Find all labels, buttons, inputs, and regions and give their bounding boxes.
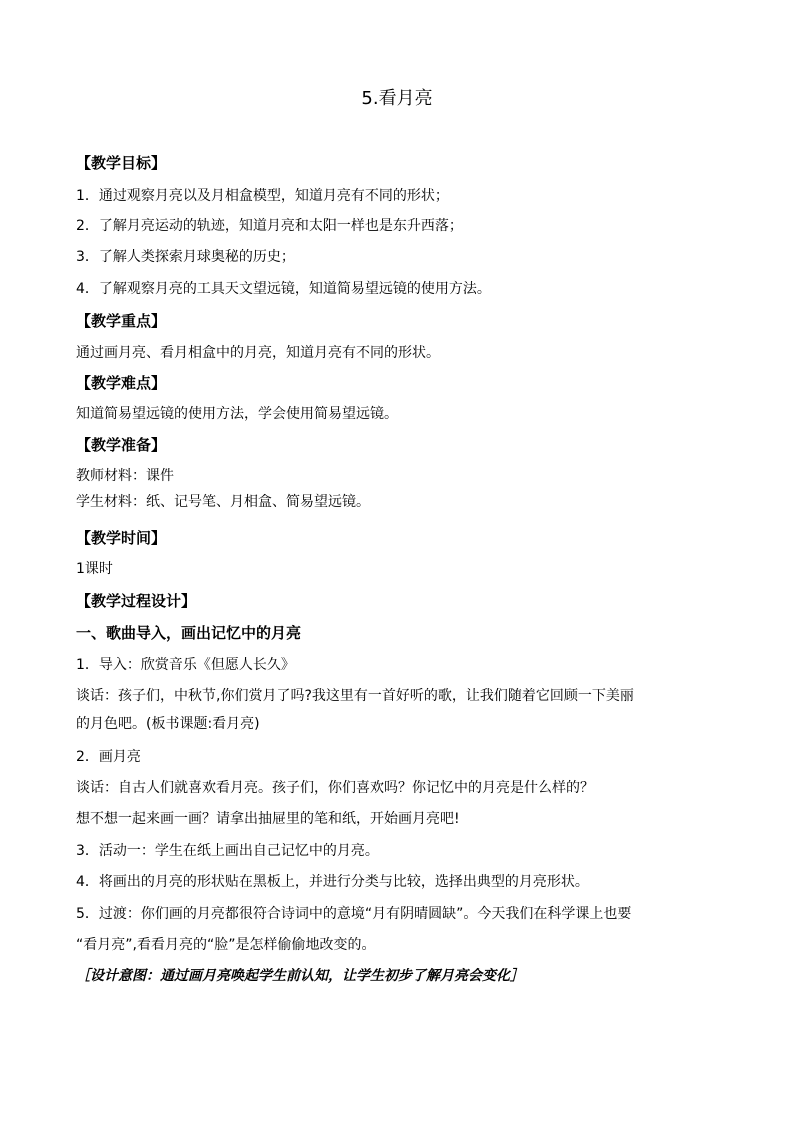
- section-title: 一、歌曲导入，画出记忆中的月亮: [76, 624, 302, 642]
- process-line: 想不想一起来画一画？请拿出抽屉里的笔和纸，开始画月亮吧!: [76, 811, 460, 827]
- objective-item: 3．了解人类探索月球奥秘的历史；: [76, 249, 295, 265]
- process-line: 谈话：自古人们就喜欢看月亮。孩子们，你们喜欢吗？你记忆中的月亮是什么样的？: [76, 780, 594, 796]
- teacher-materials: 教师材料：课件: [76, 468, 174, 484]
- key-points-text: 通过画月亮、看月相盒中的月亮，知道月亮有不同的形状。: [76, 345, 440, 361]
- process-line: 3．活动一：学生在纸上画出自己记忆中的月亮。: [76, 843, 379, 859]
- objectives-heading: 【教学目标】: [76, 154, 167, 172]
- objective-item: 1．通过观察月亮以及月相盒模型，知道月亮有不同的形状；: [76, 188, 449, 204]
- student-materials: 学生材料：纸、记号笔、月相盒、简易望远镜。: [76, 494, 370, 510]
- process-line: “看月亮”,看看月亮的“脸”是怎样偷偷地改变的。: [76, 937, 376, 953]
- process-line: 2．画月亮: [76, 749, 141, 765]
- difficulties-text: 知道简易望远镜的使用方法，学会使用简易望远镜。: [76, 406, 398, 422]
- key-points-heading: 【教学重点】: [76, 312, 167, 330]
- objective-item: 2．了解月亮运动的轨迹，知道月亮和太阳一样也是东升西落；: [76, 218, 463, 234]
- page-title: 5.看月亮: [361, 88, 433, 109]
- preparation-heading: 【教学准备】: [76, 436, 167, 454]
- time-heading: 【教学时间】: [76, 529, 167, 547]
- process-line: 的月色吧。(板书课题:看月亮): [76, 716, 260, 732]
- process-line: 4．将画出的月亮的形状贴在黑板上，并进行分类与比较，选择出典型的月亮形状。: [76, 874, 589, 890]
- process-line: 1．导入：欣赏音乐《但愿人长久》: [76, 657, 295, 673]
- process-line: 5．过渡：你们画的月亮都很符合诗词中的意境“月有阴晴圆缺”。今天我们在科学课上也要: [76, 906, 632, 922]
- difficulties-heading: 【教学难点】: [76, 374, 167, 392]
- design-intent-note: ［设计意图：通过画月亮唤起学生前认知，让学生初步了解月亮会变化］: [76, 968, 524, 984]
- time-text: 1课时: [76, 561, 113, 577]
- objective-item: 4．了解观察月亮的工具天文望远镜，知道简易望远镜的使用方法。: [76, 281, 491, 297]
- process-line: 谈话：孩子们，中秋节,你们赏月了吗?我这里有一首好听的歌，让我们随着它回顾一下美丽: [76, 688, 634, 704]
- process-heading: 【教学过程设计】: [76, 592, 197, 610]
